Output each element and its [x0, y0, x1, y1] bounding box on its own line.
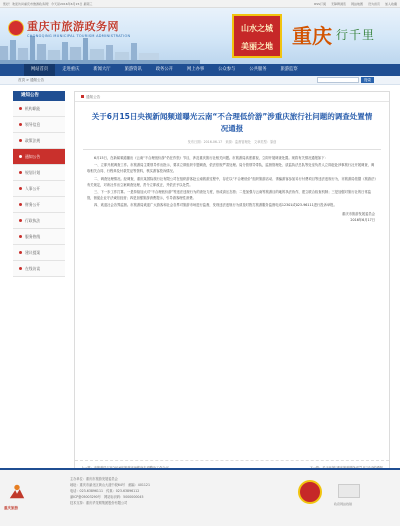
article-paragraph: 三、下一步工作打算。一是持续加大对“不合理低价游”等违法违规行为的查处力度，形成高压态势；二是加强与云南等旅游目的地的执法协作，建立联合检查机制；三是加强对旅行社的日常监管，督促企业守法诚信经营；四是加强旅游消费提示，引导游客理性消费。 — [87, 190, 372, 201]
nav-online-services[interactable]: 网上办事 — [186, 67, 205, 72]
bullet-icon — [19, 267, 22, 270]
brand-small-text: 行千里 — [336, 28, 376, 42]
square-bullet-icon — [81, 95, 84, 98]
article-panel — [74, 91, 390, 475]
sidebar-item[interactable] — [13, 165, 65, 181]
sidebar-item-active[interactable] — [13, 149, 65, 165]
footer-line: 主办单位：重庆市旅游发展委员会 — [70, 477, 118, 481]
nav-news[interactable]: 新闻大厅 — [93, 67, 111, 72]
sidebar-item[interactable] — [13, 133, 65, 149]
bullet-icon — [19, 235, 22, 238]
sidebar-item[interactable] — [13, 197, 65, 213]
sidebar-item-label: 领导信息 — [25, 121, 41, 127]
stamp-line-2: 美丽之地 — [241, 41, 273, 51]
nav-gov-affairs[interactable]: 政务公开 — [155, 67, 173, 72]
sidebar-item-label: 政策法规 — [25, 137, 41, 143]
search-button[interactable]: 搜索 — [361, 77, 374, 83]
link-accessible[interactable]: 无障碍浏览 — [331, 1, 347, 6]
sidebar-item-label: 建议提案 — [25, 249, 41, 255]
link-rss[interactable]: RSS订阅 — [314, 1, 327, 6]
location-bar — [0, 76, 400, 85]
sidebar-item-label: 规划计划 — [25, 169, 41, 175]
article-title: 关于6月15日央视新闻频道曝光云南“不合理低价游”涉重庆旅行社问题的调查处置情况通报 — [91, 112, 373, 133]
sidebar-item-label: 服务热线 — [25, 233, 41, 239]
error-report-badge-icon[interactable] — [338, 484, 360, 498]
top-links — [310, 2, 397, 6]
site-footer — [0, 468, 400, 526]
link-favorite[interactable]: 加入收藏 — [384, 1, 397, 6]
error-report-caption[interactable]: 政府网站找错 — [334, 502, 353, 506]
main-navigation — [0, 64, 400, 76]
bullet-icon — [19, 203, 22, 206]
footer-logo-text: 重庆旅游 — [4, 506, 18, 510]
tourism-logo-icon — [8, 482, 26, 500]
bullet-icon — [19, 219, 22, 222]
nav-supervision[interactable]: 旅游监察 — [280, 67, 298, 72]
article-body — [75, 155, 389, 209]
article-meta: 发布日期：2016-06-17 来源：监督管理处 文章类型：原创 — [187, 140, 277, 144]
nav-public-services[interactable]: 公共服务 — [249, 67, 267, 72]
sidebar — [13, 91, 65, 475]
link-homepage[interactable]: 设为首页 — [368, 1, 381, 6]
bullet-icon — [19, 139, 22, 142]
bullet-icon — [19, 155, 22, 158]
sidebar-item[interactable] — [13, 261, 65, 277]
footer-line: 电话：023-63896111 传真：023-63896112 — [70, 489, 140, 493]
bullet-icon — [19, 171, 22, 174]
sign-date: 2016年6月17日 — [350, 217, 375, 222]
brand-big-text: 重庆 — [292, 24, 332, 48]
main-area — [0, 85, 400, 475]
footer-line: 地址：重庆市渝北区黄山大道中段64号 邮编：401121 — [70, 483, 150, 487]
bullet-icon — [19, 123, 22, 126]
national-emblem-icon — [8, 20, 24, 36]
footer-line: 技术支持：重庆华龙网集团股份有限公司 — [70, 501, 128, 505]
nav-about-chongqing[interactable]: 走进重庆 — [62, 67, 80, 72]
search-input[interactable] — [317, 77, 359, 83]
sidebar-item[interactable] — [13, 245, 65, 261]
site-banner — [0, 8, 400, 64]
sidebar-item[interactable] — [13, 117, 65, 133]
nav-travel-info[interactable]: 旅游资讯 — [124, 67, 142, 72]
city-skyline-illustration — [0, 34, 200, 64]
sign-organization: 重庆市旅游发展委员会 — [342, 211, 375, 216]
article-paragraph: 一、立即开展调查工作。市旅游局主要领导作出批示，要求立即组织专题调查，依法依规严肃处理。局分管领导带队，监督管理处、质监执法总队等处室负责人立即赶赴涉事旅行社开展调查，调取相关合同、行程单及付款凭证等资料，核实游客投诉情况。 — [87, 163, 375, 174]
top-utility-bar — [0, 0, 400, 8]
footer-line: 渝ICP备05003290号 网站标识码：5000000045 — [70, 495, 144, 499]
sidebar-item-label: 财务公开 — [25, 201, 41, 207]
welcome-text: 您好！欢迎访问重庆市旅游政务网！今天是2016年6月15日 星期三 — [3, 1, 93, 6]
article-paragraph: 四、欢迎社会各界监督。市旅游局欢迎广大游客和社会各界对旅游市场进行监督，发现违法违规行为请及时拨打旅游服务监督电话12301或023-96111进行投诉举报。 — [94, 203, 337, 208]
breadcrumb-label[interactable]: 通知公告 — [86, 95, 101, 99]
site-search — [317, 77, 374, 83]
link-sitemap[interactable]: 网站地图 — [351, 1, 364, 6]
bullet-icon — [19, 107, 22, 110]
site-logo[interactable] — [8, 18, 130, 38]
bullet-icon — [19, 251, 22, 254]
sidebar-item-label: 行政执法 — [25, 217, 41, 223]
article-breadcrumb — [75, 92, 389, 102]
party-gov-badge-icon[interactable] — [298, 480, 322, 504]
sidebar-item[interactable] — [13, 101, 65, 117]
site-subtitle: CHONGQING MUNICIPAL TOURISM ADMINISTRATION — [27, 34, 131, 38]
location-text: 首页 > 通知公告 — [18, 77, 45, 82]
tourism-brand-logo — [292, 16, 392, 56]
article-signature — [75, 211, 389, 223]
article-paragraph: 二、调查处理情况。经调查，重庆某国际旅行社有限公司在组织游客赴云南旅游过程中，存在以“不合理低价”组织旅游活动、诱骗游客参加另行付费项目等违法违规行为，市旅游局依据《旅游法》有关规定，对该社作出立案调查处理，责令立即改正，并依法予以处罚。 — [87, 176, 376, 187]
article-paragraph: 6月15日，在新闻频道播出《云南“不合理低价游”仍在作祟》节目，涉及重庆旅行社相关问题。市旅游局高度重视，立即开展调查处置。现将有关情况通报如下： — [94, 156, 328, 160]
sidebar-item-label: 机构职能 — [25, 105, 41, 111]
divider — [83, 149, 381, 150]
nav-home[interactable]: 网站首页 — [24, 64, 55, 76]
site-title: 重庆市旅游政务网 — [27, 20, 119, 33]
bullet-icon — [19, 187, 22, 190]
sidebar-item-label: 人事公开 — [25, 185, 41, 191]
sidebar-item[interactable] — [13, 181, 65, 197]
sidebar-item-label: 通知公告 — [25, 153, 41, 159]
sidebar-item[interactable] — [13, 213, 65, 229]
sidebar-item-label: 在线访谈 — [25, 265, 41, 271]
sidebar-item[interactable] — [13, 229, 65, 245]
sidebar-title: 通知公告 — [13, 91, 65, 101]
footer-info — [70, 476, 150, 506]
slogan-stamp — [232, 14, 282, 58]
stamp-line-1: 山水之城 — [241, 23, 273, 33]
nav-public-participation[interactable]: 公众参与 — [218, 67, 236, 72]
